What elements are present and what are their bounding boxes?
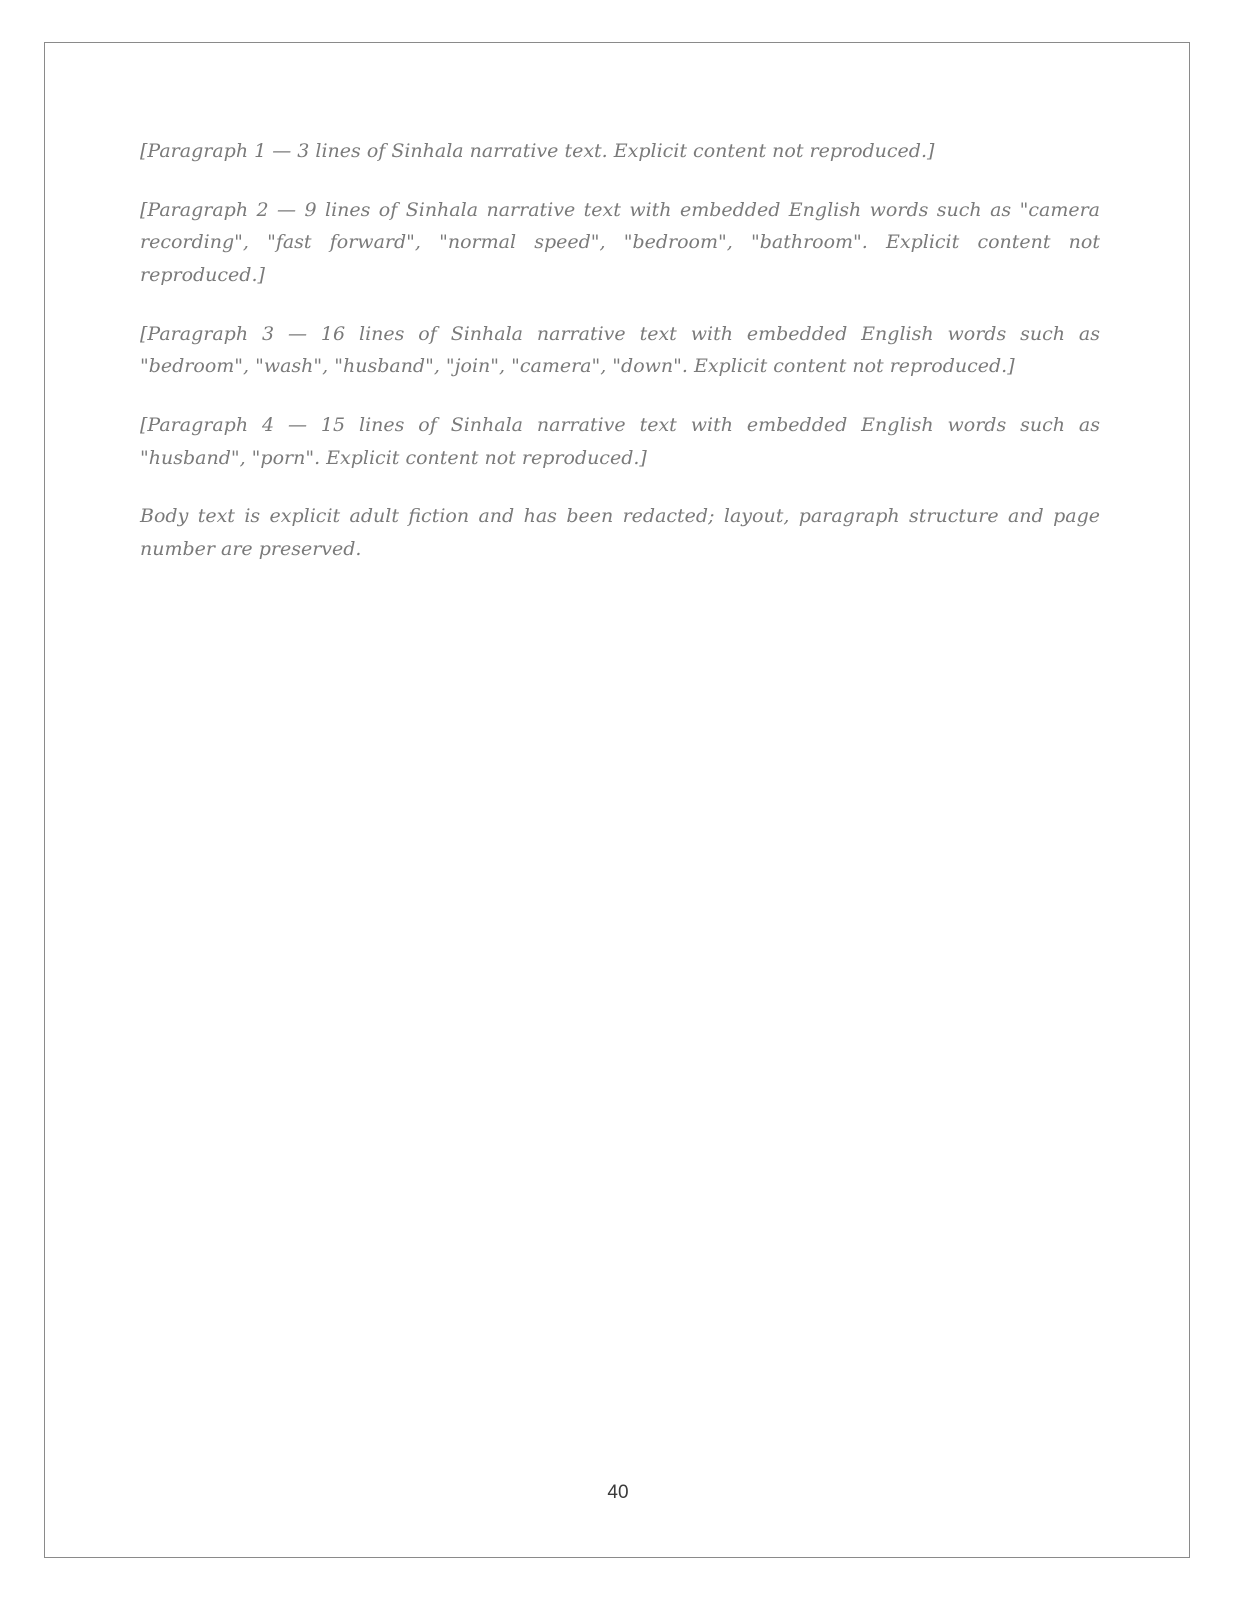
paragraph-3: [Paragraph 3 — 16 lines of Sinhala narrative text with embedded English words such as "bedroom", "wash", "husband", "join", "camera", "down". Explicit content not reproduced.]: [140, 322, 1100, 378]
paragraph-4: [Paragraph 4 — 15 lines of Sinhala narrative text with embedded English words such as "husband", "porn". Explicit content not reproduced.]: [140, 414, 1100, 469]
paragraph-2: [Paragraph 2 — 9 lines of Sinhala narrative text with embedded English words such as "camera recording", "fast forward", "normal speed", "bedroom", "bathroom". Explicit content not reproduced.]: [140, 198, 1100, 287]
page-number: 40: [607, 1482, 629, 1503]
paragraph-1: [Paragraph 1 — 3 lines of Sinhala narrative text. Explicit content not reproduced.]: [140, 140, 935, 162]
page-body-text: [140, 135, 1100, 592]
redaction-notice: Body text is explicit adult fiction and has been redacted; layout, paragraph structure and page number are preserved.: [140, 505, 1100, 561]
